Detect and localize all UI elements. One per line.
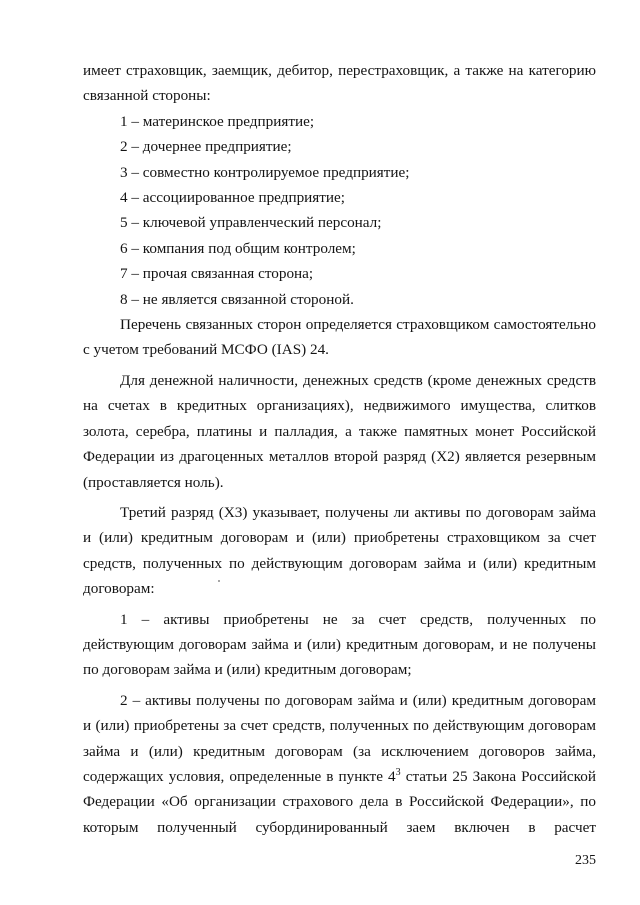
cash-paragraph: Для денежной наличности, денежных средств (кроме денежных средств на счетах в кредитных организациях), недвижимого имущества, слитков золота, серебра, платины и палладия, а также памятных монет Российской Федерации из драгоценных металлов второй разряд (Х2) является резервным (проставляется ноль). <box>83 371 596 491</box>
list-item: 3 – совместно контролируемое предприятие; <box>120 163 410 181</box>
option-2-text-before: 2 – активы получены по договорам займа и (или) кредитным договорам и (или) приобретены за счет средств, полученных по действующим договорам займа и (или) кредитным договорам (за исключением договоров займа, содержащих условия, определенные в пункте 4 <box>83 691 596 785</box>
list-item: 2 – дочернее предприятие; <box>120 138 292 156</box>
option-2-paragraph <box>83 688 596 840</box>
option-1-paragraph: 1 – активы приобретены не за счет средств, полученных по действующим договорам займа и (или) кредитным договорам, и не получены по договорам займа и (или) кредитным договорам; <box>83 610 596 679</box>
related-parties-paragraph: Перечень связанных сторон определяется страховщиком самостоятельно с учетом требований МСФО (IAS) 24. <box>83 316 596 359</box>
list-item: 6 – компания под общим контролем; <box>120 239 356 257</box>
list-item: 8 – не является связанной стороной. <box>120 290 354 308</box>
superscript: 3 <box>395 766 401 778</box>
list-item: 5 – ключевой управленческий персонал; <box>120 214 382 232</box>
scan-speck <box>218 580 220 582</box>
list-item: 1 – материнское предприятие; <box>120 112 315 130</box>
intro-paragraph: имеет страховщик, заемщик, дебитор, перестраховщик, а также на категорию связанной стороны: <box>83 62 596 105</box>
option-2-text-after: статьи 25 Закона Российской Федерации «Об организации страхового дела в Российской Федерации», по которым полученный субординированный заем включен в расчет <box>83 767 596 836</box>
document-body <box>83 58 596 840</box>
list-item: 7 – прочая связанная сторона; <box>120 265 314 283</box>
page-number: 235 <box>575 853 596 868</box>
list-item: 4 – ассоциированное предприятие; <box>120 189 346 207</box>
third-digit-paragraph: Третий разряд (Х3) указывает, получены ли активы по договорам займа и (или) кредитным договорам и (или) приобретены страховщиком за счет средств, полученных по действующим договорам займа и (или) кредитным договорам: <box>83 503 596 598</box>
